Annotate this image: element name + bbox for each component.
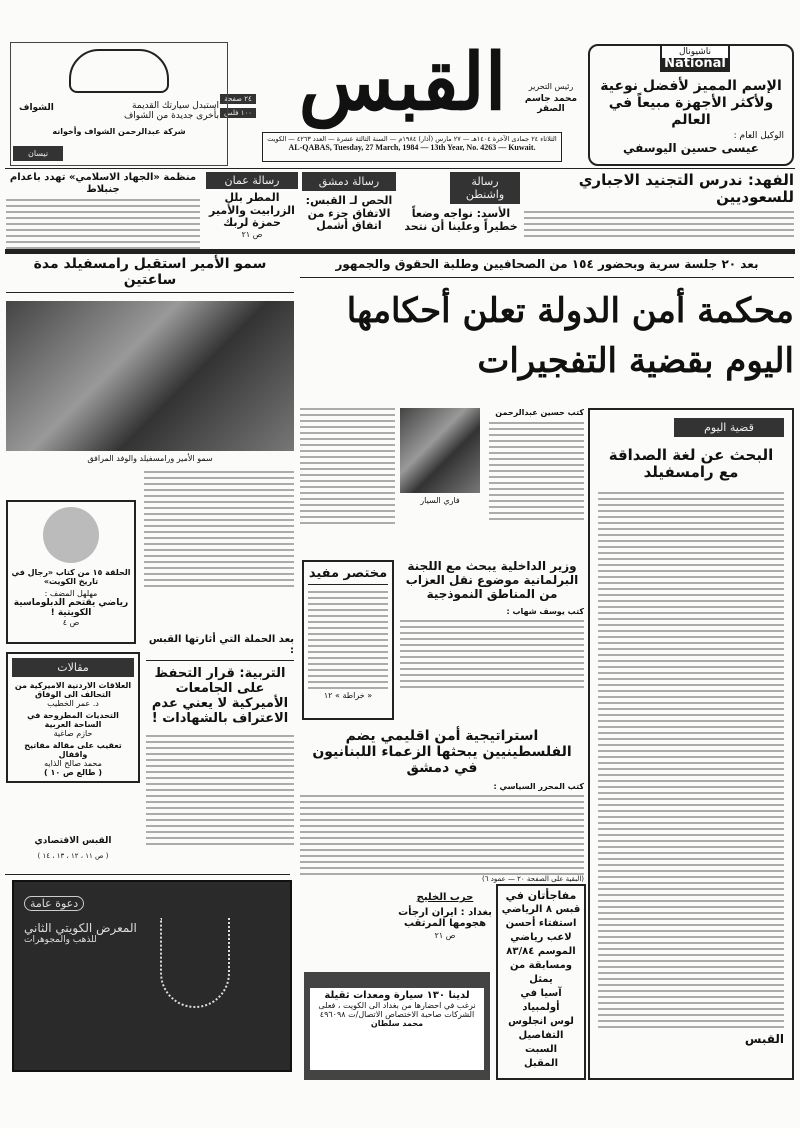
thick-divider bbox=[5, 249, 795, 254]
interior-headline: وزير الداخلية يبحث مع اللجنة البرلمانية موضوع نقل العزاب من المناطق النموذجية bbox=[405, 559, 579, 601]
masthead-logo: القبس bbox=[298, 37, 507, 128]
sports-line: لاعب رياضي bbox=[510, 932, 572, 943]
article-title: تعقيب على مقالة مفاتيح واقفال bbox=[24, 741, 122, 759]
trucks-line1: لدينا ١٣٠ سيارة ومعدات ثقيلة bbox=[324, 990, 470, 1001]
sports-line: قبس ٨ الرياضي bbox=[501, 904, 581, 915]
main-story bbox=[300, 408, 584, 556]
sports-title: مفاجأتان في bbox=[505, 889, 577, 902]
national-agent-label: الوكيل العام : bbox=[733, 131, 784, 141]
sports-line: التفاصيل السبت bbox=[518, 1030, 564, 1055]
national-ad bbox=[588, 44, 794, 166]
article-title: العلاقات الاردنية الاميركية من التحالف الى الوفاق bbox=[14, 681, 132, 699]
letter-title: المطر بلل الزرابيت والأمير حمزة لربك bbox=[209, 191, 295, 230]
trucks-line2: نرغب في احضارها من بغداد الى الكويت ، فعلى الشركات صاحبة الاختصاص الاتصال/ت ٤٩٦٠٩٨ bbox=[318, 1001, 476, 1019]
letter-tag: رسالة واشنطن bbox=[450, 172, 520, 204]
sports-line: استفتاء أحسن bbox=[505, 918, 577, 929]
date-bar bbox=[262, 132, 562, 162]
national-slogan: الإسم المميز لأفضل نوعية ولأكثر الأجهزة مبيعاً في العالم bbox=[600, 78, 782, 128]
interior-story bbox=[400, 560, 584, 690]
car-ad-brand: الشواف bbox=[19, 103, 54, 113]
economy-pages: ( ص ١١ ، ١٢ ، ١٣ ، ١٤ ) bbox=[37, 852, 109, 860]
price: ١٠٠ فلس bbox=[220, 108, 256, 118]
page-ref: ( طالع ص ١٠ ) bbox=[44, 768, 102, 777]
car-ad-line2: بأخرى جديدة من الشواف bbox=[123, 111, 219, 121]
portrait-caption: الحلقة ١٥ من كتاب «رجال في تاريخ الكويت» bbox=[11, 568, 131, 586]
national-agent: عيسى حسين اليوسفي bbox=[623, 141, 759, 155]
continued-note: (البقية على الصفحة ٢٠ — عمود ٦) bbox=[482, 875, 584, 884]
jewelry-sub: للذهب والمجوهرات bbox=[24, 935, 97, 945]
portrait-box bbox=[6, 500, 136, 644]
car-ad-company: شركة عبدالرحمن الشواف وأخوانه bbox=[52, 127, 186, 136]
main-photo bbox=[400, 408, 480, 493]
qadiya-box bbox=[588, 408, 794, 1080]
gulf-war bbox=[398, 892, 492, 940]
sports-box bbox=[496, 884, 586, 1080]
jewelry-exhibit: المعرض الكويتي الثاني bbox=[24, 921, 137, 935]
date-english: AL-QABAS, Tuesday, 27 March, 1984 — 13th Year, No. 4263 — Kuwait. bbox=[288, 143, 536, 152]
interior-byline: كتب يوسف شهاب : bbox=[506, 607, 584, 617]
letter-title: الأسد: نواجه وضعاً خطيراً وعلينا أن نتحد bbox=[404, 207, 518, 233]
portrait-author: مهلهل المضف : bbox=[44, 589, 98, 598]
strategy-byline: كتب المحرر السياسي : bbox=[493, 782, 584, 792]
jewelry-ad bbox=[12, 880, 292, 1072]
story-saudi-conscription bbox=[524, 172, 794, 246]
education-headline: التربية: قرار التحفظ على الجامعات الأميركية لا يعني عدم الاعتراف بالشهادات ! bbox=[151, 666, 289, 726]
article-author: محمد صالح الذايه bbox=[44, 759, 102, 768]
divider bbox=[5, 168, 795, 169]
strategy-story bbox=[300, 728, 584, 883]
sports-line: الموسم ٨٣/٨٤ bbox=[506, 946, 576, 957]
education-story bbox=[146, 634, 294, 845]
brief-sign: « خراطة » ١٢ bbox=[323, 691, 373, 700]
story-title: منظمة «الجهاد الاسلامي» تهدد باعدام جنبلاط bbox=[9, 172, 197, 195]
sports-line: المقبل bbox=[523, 1058, 559, 1069]
trucks-name: محمد سلطان bbox=[370, 1019, 424, 1028]
emir-title: سمو الأمير استقبل رامسفيلد مدة ساعتين bbox=[6, 256, 294, 293]
editor-name: محمد جاسم الصقر bbox=[524, 94, 578, 114]
pages-count: ٢٤ صفحة bbox=[220, 94, 256, 104]
qadiya-title: البحث عن لغة الصداقة مع رامسفيلد bbox=[608, 446, 774, 482]
jewelry-title: دعوة عامة bbox=[24, 896, 84, 911]
main-byline: كتب حسين عبدالرحمن bbox=[495, 408, 584, 417]
articles-tag: مقالات bbox=[12, 658, 134, 677]
portrait-headline: رياضي يقتحم الدبلوماسية الكويتية ! bbox=[13, 598, 129, 618]
photo-caption: فاري السيار bbox=[420, 496, 460, 505]
car-ad bbox=[10, 42, 228, 166]
page-ref: ص ٢١ bbox=[241, 229, 263, 239]
qadiya-sign: القبس bbox=[744, 1031, 784, 1046]
letter-title: الحص لـ القبس: الاتفاق جزء من اتفاق أشمل bbox=[305, 194, 393, 233]
car-ad-line1: استبدل سيارتك القديمة bbox=[132, 101, 219, 111]
economy-label: القبس الاقتصادي bbox=[34, 836, 112, 846]
portrait-photo bbox=[43, 507, 99, 563]
strategy-headline: استراتيجية أمن اقليمي يضم الفلسطينيين يبحثها الزعماء اللبنانيون في دمشق bbox=[312, 728, 572, 777]
brief-title: مختصر مفيد bbox=[308, 566, 388, 585]
trucks-ad bbox=[304, 972, 490, 1080]
qadiya-tag: قضية اليوم bbox=[674, 418, 784, 437]
articles-box bbox=[6, 652, 140, 783]
sports-line: ومسابقة من يمثل bbox=[509, 960, 573, 985]
date-arabic: الثلاثاء ٢٤ جمادى الآخرة ١٤٠٤هـ — ٢٧ مارس (آذار) ١٩٨٤م — السنة الثالثة عشرة — العدد ٤٢٦٣ — الكويت bbox=[267, 135, 557, 143]
emir-photo bbox=[6, 301, 294, 451]
article-author: د. عمر الخطيب bbox=[47, 699, 99, 708]
education-kicker: بعد الحملة التي أثارتها القبس : bbox=[146, 634, 294, 661]
necklace-icon bbox=[160, 918, 230, 1008]
story-jihad-threat bbox=[6, 172, 200, 249]
gulf-tag: حرب الخليج bbox=[416, 892, 474, 903]
article-author: حازم صاغية bbox=[53, 729, 93, 738]
brief-box bbox=[302, 560, 394, 720]
editor-label: رئيس التحرير bbox=[528, 82, 574, 91]
letter-amman bbox=[206, 172, 298, 239]
letter-tag: رسالة عمان bbox=[206, 172, 298, 189]
letter-tag: رسالة دمشق bbox=[302, 172, 396, 191]
letter-washington bbox=[402, 172, 520, 233]
gulf-headline: بغداد : ايران ارجأت هجومها المرتقب bbox=[398, 907, 492, 929]
letter-damascus bbox=[302, 172, 396, 233]
national-brand-ar: ناشيونال bbox=[679, 47, 711, 57]
main-kicker: بعد ٢٠ جلسة سرية وبحضور ١٥٤ من الصحافيين وطلبة الحقوق والجمهور bbox=[300, 258, 794, 278]
main-headline: محكمة أمن الدولة تعلن أحكامها اليوم بقضية التفجيرات bbox=[346, 291, 794, 381]
editor-block bbox=[520, 82, 582, 114]
page-ref: ص ٤ bbox=[62, 618, 80, 627]
page-ref: ص ٢١ bbox=[434, 931, 456, 940]
story-title: الفهد: ندرس التجنيد الاجباري للسعوديين bbox=[578, 171, 794, 207]
sports-line: آسيا في أولمبياد bbox=[520, 988, 562, 1013]
emir-caption: سمو الأمير ورامسفيلد والوفد المرافق bbox=[87, 454, 213, 464]
sports-line: لوس انجلوس bbox=[508, 1016, 574, 1027]
nissan-logo: نيسان bbox=[13, 146, 63, 161]
divider bbox=[5, 874, 290, 875]
article-title: التحديات المطروحة في الساحة العربية bbox=[27, 711, 119, 729]
car-icon bbox=[69, 49, 169, 93]
national-brand-en: National bbox=[662, 58, 728, 70]
